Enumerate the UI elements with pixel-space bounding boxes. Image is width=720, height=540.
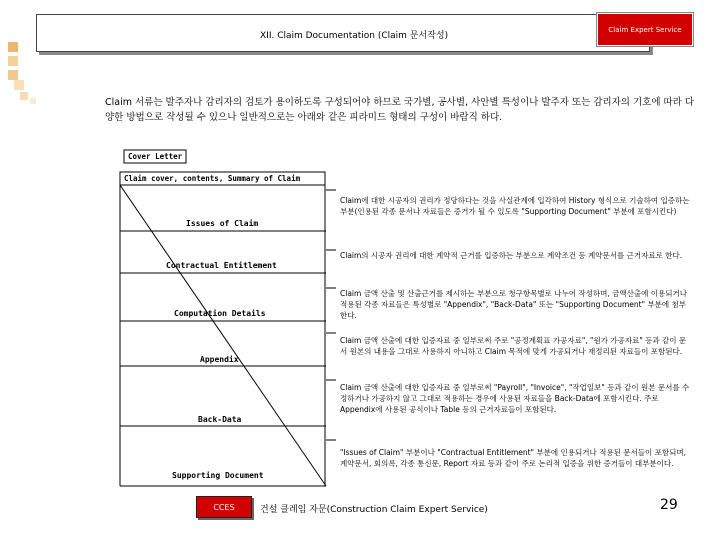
page-title: XII. Claim Documentation (Claim 문서작성) — [260, 31, 449, 41]
tier-label-computation: Computation Details — [174, 309, 266, 318]
intro-paragraph: Claim 서류는 발주자나 감리자의 검토가 용이하도록 구성되어야 하므로 국가별, 공사별, 사안별 특성이나 발주자 또는 감리자의 기호에 따라 다양한 방법으로 작성될 수 있으나 일반적으로는 아래와 같은 피라미드 형태의 구성이 바람직 하다. — [105, 97, 695, 123]
desc-appendix: Claim 금액 산출에 대한 입증자료 중 일부로써 주로 "공정계획표 가공자료", "원가 가공자료" 등과 같이 문서 원본의 내용을 그대로 사용하지 아니하고 Claim 목적에 맞게 가공되거나 재정리된 자료들이 포함된다. — [340, 336, 687, 356]
tier-label-appendix: Appendix — [200, 355, 239, 364]
service-badge: Claim Expert Service — [597, 13, 693, 46]
tier-label-backdata: Back-Data — [198, 415, 242, 424]
cover-letter-label: Cover Letter — [128, 152, 183, 161]
claim-cover-label: Claim cover, contents, Summary of Claim — [124, 174, 301, 183]
desc-computation: Claim 금액 산출 및 산출근거를 제시하는 부분으로 청구항목별로 나누어 작성하며, 금액산출에 이용되거나 적용된 각종 자료들은 특성별로 "Appendix", "Back-Data" 또는 "Supporting Document" 부분에 첨부한다. — [340, 289, 687, 320]
desc-supporting: "Issues of Claim" 부분이나 "Contractual Entitlement" 부분에 인용되거나 적용된 문서들이 포함되며, 계약문서, 회의록, 각종 통신문, Report 자료 등과 같이 주로 논리적 입증을 위한 증거들이 대부분이다. — [340, 448, 686, 468]
tier-label-contractual: Contractual Entitlement — [166, 261, 277, 270]
cces-badge: CCES — [196, 496, 252, 518]
desc-backdata: Claim 금액 산출에 대한 입증자료 중 일부로써 "Payroll", "Invoice", "작업일보" 등과 같이 원본 문서를 수정하거나 가공하지 않고 그대로 적용하는 경우에 사용된 자료들을 Back-Data에 포함시킨다. 주로 Appendix에 사용된 공식이나 Table 등의 근거자료들이 포함된다. — [340, 383, 690, 414]
desc-contractual: Claim의 시공자 권리에 대한 계약적 근거를 입증하는 부분으로 계약조건 등 계약문서를 근거자료로 한다. — [340, 251, 683, 260]
page-number: 29 — [660, 497, 678, 513]
footer-caption: 건설 클레임 자문(Construction Claim Expert Service) — [260, 505, 488, 515]
desc-issues: Claim에 대한 시공자의 권리가 정당하다는 것을 사실관계에 입각하여 History 형식으로 기술하여 입증하는 부분(인용된 각종 문서나 자료들은 증거가 될 수 있도록 "Supporting Document" 부분에 포함시킨다) — [340, 196, 690, 216]
tier-label-supporting: Supporting Document — [172, 471, 264, 480]
tier-label-issues: Issues of Claim — [186, 219, 259, 228]
